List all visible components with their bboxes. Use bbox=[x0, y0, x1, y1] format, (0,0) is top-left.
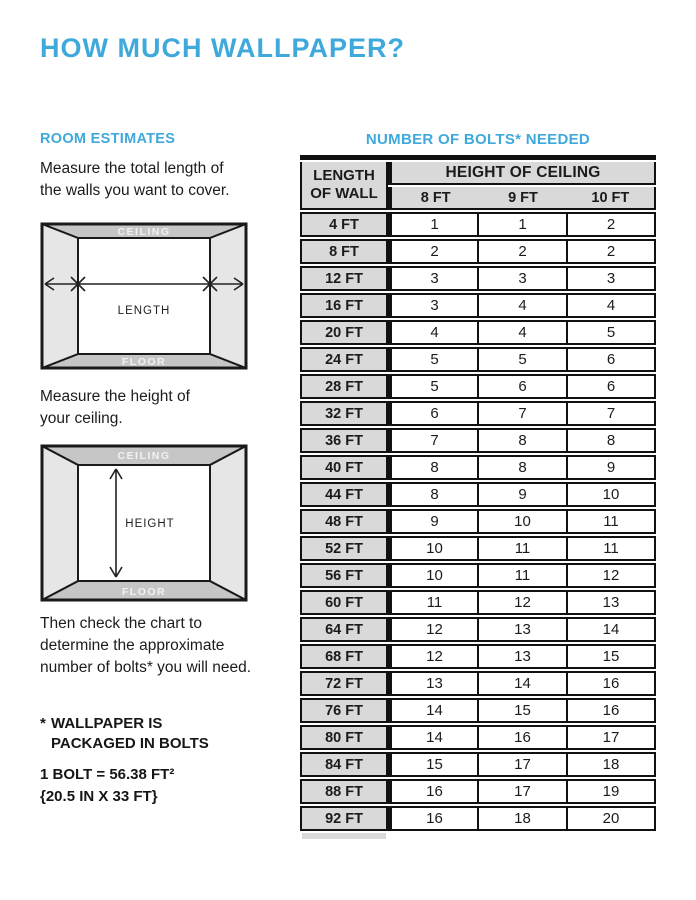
bolts-value-cell: 10 bbox=[566, 482, 656, 507]
page-title: HOW MUCH WALLPAPER? bbox=[40, 33, 405, 63]
bolts-value-cell: 17 bbox=[566, 725, 656, 750]
bolts-value-cell: 8 bbox=[388, 455, 477, 480]
bolts-value-cell: 10 bbox=[477, 509, 566, 534]
bolts-value-cell: 8 bbox=[477, 428, 566, 453]
bolts-value-cell: 11 bbox=[477, 536, 566, 561]
footnote-line: WALLPAPER IS bbox=[51, 715, 163, 732]
left-wall-panel bbox=[42, 224, 78, 368]
table-row bbox=[300, 293, 656, 318]
bolts-value-cell: 2 bbox=[566, 212, 656, 237]
wall-length-cell: 4 FT bbox=[300, 212, 388, 237]
wall-length-cell: 52 FT bbox=[300, 536, 388, 561]
table-row bbox=[300, 347, 656, 372]
instruction-check-chart bbox=[40, 613, 251, 679]
wall-length-cell: 60 FT bbox=[300, 590, 388, 615]
footnote-line: PACKAGED IN BOLTS bbox=[51, 735, 209, 752]
right-wall-panel bbox=[210, 446, 246, 600]
bolts-value-cell: 5 bbox=[477, 347, 566, 372]
bolts-value-cell: 7 bbox=[566, 401, 656, 426]
bolts-value-cell: 14 bbox=[388, 698, 477, 723]
bolts-value-cell: 2 bbox=[388, 239, 477, 264]
bolt-table bbox=[300, 160, 656, 833]
wall-length-cell: 16 FT bbox=[300, 293, 388, 318]
bolts-value-cell: 2 bbox=[477, 239, 566, 264]
bolts-value-cell: 13 bbox=[388, 671, 477, 696]
wall-length-cell: 56 FT bbox=[300, 563, 388, 588]
bolts-value-cell: 16 bbox=[566, 671, 656, 696]
bolts-value-cell: 15 bbox=[388, 752, 477, 777]
bolts-value-cell: 4 bbox=[477, 293, 566, 318]
right-wall-panel bbox=[210, 224, 246, 368]
wallpaper-bolts-footnote bbox=[40, 714, 209, 754]
wall-length-cell: 20 FT bbox=[300, 320, 388, 345]
bolts-value-cell: 13 bbox=[477, 617, 566, 642]
ceiling-label: CEILING bbox=[117, 226, 171, 238]
height-label: HEIGHT bbox=[125, 518, 175, 530]
table-row bbox=[300, 266, 656, 291]
table-row bbox=[300, 671, 656, 696]
bolts-value-cell: 13 bbox=[566, 590, 656, 615]
bolts-value-cell: 5 bbox=[388, 374, 477, 399]
bolts-value-cell: 11 bbox=[477, 563, 566, 588]
footnote-text bbox=[51, 714, 209, 754]
table-row bbox=[300, 698, 656, 723]
bolts-value-cell: 11 bbox=[566, 536, 656, 561]
bolts-value-cell: 11 bbox=[566, 509, 656, 534]
bolts-value-cell: 18 bbox=[477, 806, 566, 831]
wall-length-cell: 28 FT bbox=[300, 374, 388, 399]
bolts-value-cell: 3 bbox=[477, 266, 566, 291]
bolt-table-body bbox=[300, 212, 656, 831]
table-heading: NUMBER OF BOLTS* NEEDED bbox=[365, 131, 591, 148]
wall-length-cell: 48 FT bbox=[300, 509, 388, 534]
bolts-value-cell: 8 bbox=[477, 455, 566, 480]
instruction-line: Measure the height of bbox=[40, 388, 190, 405]
back-wall-panel bbox=[78, 238, 210, 354]
ceiling-height-10ft: 10 FT bbox=[591, 189, 630, 206]
wall-length-cell: 84 FT bbox=[300, 752, 388, 777]
wall-length-cell: 36 FT bbox=[300, 428, 388, 453]
floor-label: FLOOR bbox=[121, 356, 167, 368]
bolts-value-cell: 9 bbox=[388, 509, 477, 534]
ceiling-height-8ft: 8 FT bbox=[420, 189, 451, 206]
bolts-value-cell: 16 bbox=[477, 725, 566, 750]
table-row bbox=[300, 644, 656, 669]
instruction-line: number of bolts* you will need. bbox=[40, 659, 252, 676]
bolts-value-cell: 2 bbox=[566, 239, 656, 264]
bolts-value-cell: 7 bbox=[388, 428, 477, 453]
left-wall-panel bbox=[42, 446, 78, 600]
table-row bbox=[300, 455, 656, 480]
bolts-value-cell: 1 bbox=[477, 212, 566, 237]
bolts-value-cell: 6 bbox=[388, 401, 477, 426]
floor-label: FLOOR bbox=[121, 586, 167, 598]
instruction-measure-length bbox=[40, 158, 230, 202]
bolts-value-cell: 14 bbox=[477, 671, 566, 696]
bolt-size-line: 1 BOLT = 56.38 FT² bbox=[40, 766, 175, 783]
instruction-line: determine the approximate bbox=[40, 637, 225, 654]
table-row bbox=[300, 401, 656, 426]
bolt-size-line: {20.5 IN X 33 FT} bbox=[40, 788, 158, 805]
bolts-value-cell: 7 bbox=[477, 401, 566, 426]
wall-length-cell: 72 FT bbox=[300, 671, 388, 696]
table-row bbox=[300, 590, 656, 615]
label-column-shadow bbox=[302, 833, 386, 839]
bolts-value-cell: 6 bbox=[566, 374, 656, 399]
wall-length-cell: 80 FT bbox=[300, 725, 388, 750]
instruction-line: your ceiling. bbox=[40, 410, 123, 427]
bolts-value-cell: 20 bbox=[566, 806, 656, 831]
section-heading-room-estimates: ROOM ESTIMATES bbox=[40, 131, 176, 147]
asterisk: * bbox=[40, 715, 46, 732]
bolts-value-cell: 15 bbox=[566, 644, 656, 669]
table-row bbox=[300, 428, 656, 453]
table-row bbox=[300, 536, 656, 561]
instruction-measure-height bbox=[40, 386, 190, 430]
wall-length-cell: 8 FT bbox=[300, 239, 388, 264]
ceiling-height-9ft: 9 FT bbox=[508, 189, 538, 206]
bolts-value-cell: 12 bbox=[388, 644, 477, 669]
bolts-value-cell: 10 bbox=[388, 563, 477, 588]
room-length-diagram bbox=[40, 222, 248, 370]
room-height-diagram bbox=[40, 444, 248, 602]
bolts-value-cell: 6 bbox=[566, 347, 656, 372]
wall-length-cell: 68 FT bbox=[300, 644, 388, 669]
table-row bbox=[300, 779, 656, 804]
bolts-value-cell: 9 bbox=[566, 455, 656, 480]
bolts-value-cell: 5 bbox=[566, 320, 656, 345]
table-row bbox=[300, 563, 656, 588]
bolts-value-cell: 18 bbox=[566, 752, 656, 777]
bolts-value-cell: 10 bbox=[388, 536, 477, 561]
col-header-height-of-ceiling: HEIGHT OF CEILING bbox=[388, 162, 656, 185]
bolts-value-cell: 8 bbox=[388, 482, 477, 507]
wall-length-cell: 24 FT bbox=[300, 347, 388, 372]
bolts-value-cell: 19 bbox=[566, 779, 656, 804]
wall-length-cell: 12 FT bbox=[300, 266, 388, 291]
table-row bbox=[300, 806, 656, 831]
bolts-value-cell: 12 bbox=[388, 617, 477, 642]
instruction-line: the walls you want to cover. bbox=[40, 182, 230, 199]
bolts-value-cell: 14 bbox=[388, 725, 477, 750]
instruction-line: Then check the chart to bbox=[40, 615, 202, 632]
bolt-table-container bbox=[300, 155, 656, 839]
bolts-value-cell: 14 bbox=[566, 617, 656, 642]
bolts-value-cell: 4 bbox=[566, 293, 656, 318]
bolts-value-cell: 3 bbox=[388, 293, 477, 318]
wall-length-cell: 64 FT bbox=[300, 617, 388, 642]
bolts-value-cell: 12 bbox=[566, 563, 656, 588]
bolts-value-cell: 4 bbox=[477, 320, 566, 345]
bolts-value-cell: 6 bbox=[477, 374, 566, 399]
bolts-value-cell: 11 bbox=[388, 590, 477, 615]
bolts-value-cell: 4 bbox=[388, 320, 477, 345]
bolts-value-cell: 8 bbox=[566, 428, 656, 453]
wall-length-cell: 76 FT bbox=[300, 698, 388, 723]
bolts-value-cell: 17 bbox=[477, 752, 566, 777]
length-label: LENGTH bbox=[117, 305, 171, 317]
bolts-value-cell: 17 bbox=[477, 779, 566, 804]
bolts-value-cell: 3 bbox=[388, 266, 477, 291]
table-row bbox=[300, 239, 656, 264]
bolts-value-cell: 16 bbox=[388, 779, 477, 804]
bolts-value-cell: 1 bbox=[388, 212, 477, 237]
bolts-value-cell: 16 bbox=[388, 806, 477, 831]
ceiling-label: CEILING bbox=[117, 450, 171, 462]
table-row bbox=[300, 617, 656, 642]
bolts-value-cell: 15 bbox=[477, 698, 566, 723]
bolts-value-cell: 13 bbox=[477, 644, 566, 669]
wall-length-cell: 32 FT bbox=[300, 401, 388, 426]
table-row bbox=[300, 752, 656, 777]
wall-length-cell: 44 FT bbox=[300, 482, 388, 507]
instruction-line: Measure the total length of bbox=[40, 160, 224, 177]
table-row bbox=[300, 509, 656, 534]
bolts-value-cell: 5 bbox=[388, 347, 477, 372]
table-row bbox=[300, 212, 656, 237]
table-row bbox=[300, 725, 656, 750]
row-header-length-of-wall: LENGTH OF WALL bbox=[300, 162, 388, 210]
bolts-value-cell: 16 bbox=[566, 698, 656, 723]
bolts-value-cell: 12 bbox=[477, 590, 566, 615]
wall-length-cell: 40 FT bbox=[300, 455, 388, 480]
bolt-table-header bbox=[300, 162, 656, 210]
table-row bbox=[300, 374, 656, 399]
table-row bbox=[300, 320, 656, 345]
table-row bbox=[300, 482, 656, 507]
bolts-value-cell: 9 bbox=[477, 482, 566, 507]
wall-length-cell: 88 FT bbox=[300, 779, 388, 804]
bolt-size-note bbox=[40, 764, 174, 808]
ceiling-heights-subheader bbox=[388, 187, 656, 210]
bolts-value-cell: 3 bbox=[566, 266, 656, 291]
wall-length-cell: 92 FT bbox=[300, 806, 388, 831]
